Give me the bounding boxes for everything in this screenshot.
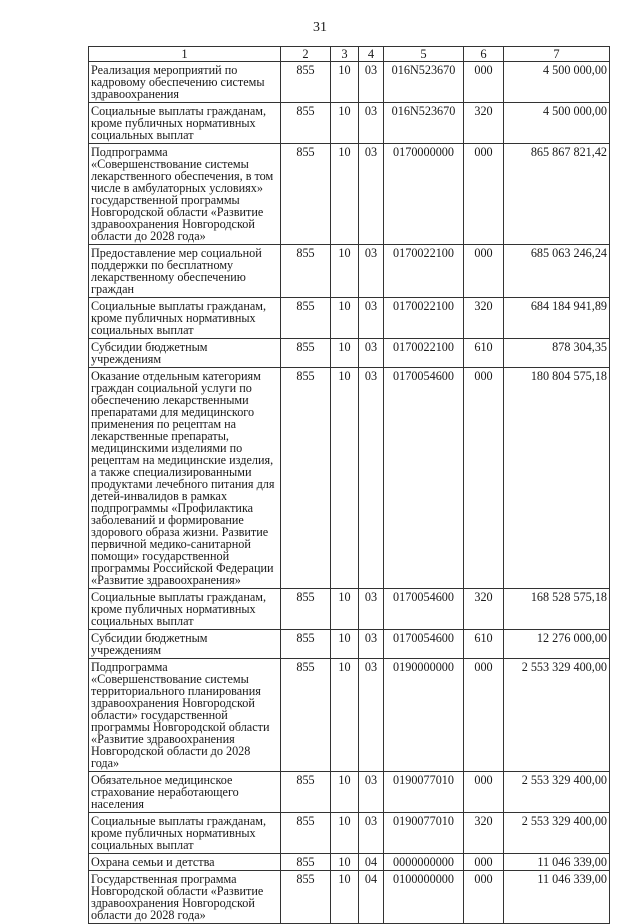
row-subsection: 03: [359, 368, 384, 589]
table-body: [89, 62, 610, 924]
row-expense-type: 000: [464, 854, 504, 871]
row-name: Государственная программа Новгородской области «Развитие здравоохранения Новгородской области до 2028 года»: [89, 871, 281, 924]
row-target-article: 016N523670: [384, 103, 464, 144]
row-section: 10: [331, 144, 359, 245]
row-subsection: 03: [359, 144, 384, 245]
row-ministry: 855: [281, 659, 331, 772]
row-expense-type: 000: [464, 659, 504, 772]
row-subsection: 03: [359, 245, 384, 298]
header-row: [89, 47, 610, 62]
row-target-article: 0190077010: [384, 772, 464, 813]
table-row: [89, 659, 610, 772]
table-row: [89, 589, 610, 630]
row-subsection: 03: [359, 772, 384, 813]
row-name: Предоставление мер социальной поддержки по бесплатному лекарственному обеспечению граждан: [89, 245, 281, 298]
row-subsection: 04: [359, 871, 384, 924]
row-name: Социальные выплаты гражданам, кроме публичных нормативных социальных выплат: [89, 103, 281, 144]
row-ministry: 855: [281, 871, 331, 924]
row-section: 10: [331, 589, 359, 630]
row-subsection: 03: [359, 62, 384, 103]
row-subsection: 03: [359, 339, 384, 368]
row-expense-type: 000: [464, 871, 504, 924]
table-row: [89, 339, 610, 368]
row-amount: 2 553 329 400,00: [504, 772, 610, 813]
row-amount: 12 276 000,00: [504, 630, 610, 659]
row-section: 10: [331, 854, 359, 871]
row-target-article: 0170022100: [384, 298, 464, 339]
table-row: [89, 630, 610, 659]
row-name: Реализация мероприятий по кадровому обеспечению системы здравоохранения: [89, 62, 281, 103]
row-target-article: 0170000000: [384, 144, 464, 245]
row-amount: 180 804 575,18: [504, 368, 610, 589]
row-expense-type: 000: [464, 245, 504, 298]
row-section: 10: [331, 368, 359, 589]
row-amount: 684 184 941,89: [504, 298, 610, 339]
header-col-2: 2: [281, 47, 331, 62]
table-row: [89, 772, 610, 813]
row-ministry: 855: [281, 630, 331, 659]
header-col-3: 3: [331, 47, 359, 62]
row-expense-type: 000: [464, 772, 504, 813]
row-name: Субсидии бюджетным учреждениям: [89, 630, 281, 659]
row-section: 10: [331, 339, 359, 368]
row-target-article: 0170054600: [384, 589, 464, 630]
row-amount: 11 046 339,00: [504, 854, 610, 871]
row-section: 10: [331, 298, 359, 339]
row-amount: 168 528 575,18: [504, 589, 610, 630]
row-amount: 4 500 000,00: [504, 103, 610, 144]
row-subsection: 03: [359, 298, 384, 339]
row-name: Социальные выплаты гражданам, кроме публичных нормативных социальных выплат: [89, 813, 281, 854]
row-section: 10: [331, 103, 359, 144]
row-name: Обязательное медицинское страхование неработающего населения: [89, 772, 281, 813]
row-expense-type: 610: [464, 630, 504, 659]
header-col-7: 7: [504, 47, 610, 62]
header-col-4: 4: [359, 47, 384, 62]
row-target-article: 016N523670: [384, 62, 464, 103]
row-amount: 685 063 246,24: [504, 245, 610, 298]
header-col-5: 5: [384, 47, 464, 62]
table-row: [89, 298, 610, 339]
header-col-1: 1: [89, 47, 281, 62]
row-expense-type: 000: [464, 144, 504, 245]
row-ministry: 855: [281, 813, 331, 854]
row-target-article: 0170022100: [384, 339, 464, 368]
row-name: Субсидии бюджетным учреждениям: [89, 339, 281, 368]
table-row: [89, 245, 610, 298]
row-ministry: 855: [281, 245, 331, 298]
row-section: 10: [331, 813, 359, 854]
table-row: [89, 368, 610, 589]
row-ministry: 855: [281, 144, 331, 245]
row-expense-type: 610: [464, 339, 504, 368]
row-expense-type: 320: [464, 298, 504, 339]
row-name: Оказание отдельным категориям граждан социальной услуги по обеспечению лекарственными препаратами для медицинского применения по рецептам на лекарственные препараты, медицинскими изделиями по рецептам на медицинские изделия, а также специализированными продуктами лечебного питания для детей-инвалидов в рамках подпрограммы «Профилактика заболеваний и формирование здорового образа жизни. Развитие первичной медико-санитарной помощи» государственной программы Российской Федерации «Развитие здравоохранения»: [89, 368, 281, 589]
row-subsection: 03: [359, 659, 384, 772]
row-expense-type: 000: [464, 62, 504, 103]
row-name: Подпрограмма «Совершенствование системы лекарственного обеспечения, в том числе в амбулаторных условиях» государственной программы Новгородской области «Развитие здравоохранения Новгородской области до 2028 года»: [89, 144, 281, 245]
row-ministry: 855: [281, 103, 331, 144]
row-amount: 2 553 329 400,00: [504, 813, 610, 854]
row-section: 10: [331, 772, 359, 813]
row-ministry: 855: [281, 339, 331, 368]
table-row: [89, 103, 610, 144]
row-section: 10: [331, 659, 359, 772]
row-expense-type: 320: [464, 103, 504, 144]
table-row: [89, 871, 610, 924]
row-section: 10: [331, 630, 359, 659]
row-ministry: 855: [281, 854, 331, 871]
row-ministry: 855: [281, 62, 331, 103]
table-row: [89, 144, 610, 245]
row-amount: 2 553 329 400,00: [504, 659, 610, 772]
row-name: Социальные выплаты гражданам, кроме публичных нормативных социальных выплат: [89, 298, 281, 339]
row-name: Охрана семьи и детства: [89, 854, 281, 871]
row-expense-type: 000: [464, 368, 504, 589]
row-section: 10: [331, 62, 359, 103]
row-subsection: 03: [359, 589, 384, 630]
row-subsection: 03: [359, 103, 384, 144]
row-name: Социальные выплаты гражданам, кроме публичных нормативных социальных выплат: [89, 589, 281, 630]
row-expense-type: 320: [464, 813, 504, 854]
page-number: 31: [313, 20, 327, 35]
table-row: [89, 62, 610, 103]
row-ministry: 855: [281, 368, 331, 589]
row-section: 10: [331, 245, 359, 298]
row-target-article: 0100000000: [384, 871, 464, 924]
row-amount: 11 046 339,00: [504, 871, 610, 924]
row-target-article: 0170022100: [384, 245, 464, 298]
row-target-article: 0190077010: [384, 813, 464, 854]
row-expense-type: 320: [464, 589, 504, 630]
row-amount: 4 500 000,00: [504, 62, 610, 103]
table-row: [89, 813, 610, 854]
row-name: Подпрограмма «Совершенствование системы территориального планирования здравоохранения Новгородской области» государственной программы Новгородской области «Развитие здравоохранения Новгородской области до 2028 года»: [89, 659, 281, 772]
row-ministry: 855: [281, 772, 331, 813]
row-ministry: 855: [281, 589, 331, 630]
row-subsection: 03: [359, 630, 384, 659]
row-subsection: 03: [359, 813, 384, 854]
row-target-article: 0170054600: [384, 368, 464, 589]
row-ministry: 855: [281, 298, 331, 339]
row-amount: 878 304,35: [504, 339, 610, 368]
table-row: [89, 854, 610, 871]
row-subsection: 04: [359, 854, 384, 871]
row-target-article: 0170054600: [384, 630, 464, 659]
row-target-article: 0000000000: [384, 854, 464, 871]
row-target-article: 0190000000: [384, 659, 464, 772]
row-amount: 865 867 821,42: [504, 144, 610, 245]
budget-table: [88, 46, 610, 924]
header-col-6: 6: [464, 47, 504, 62]
row-section: 10: [331, 871, 359, 924]
